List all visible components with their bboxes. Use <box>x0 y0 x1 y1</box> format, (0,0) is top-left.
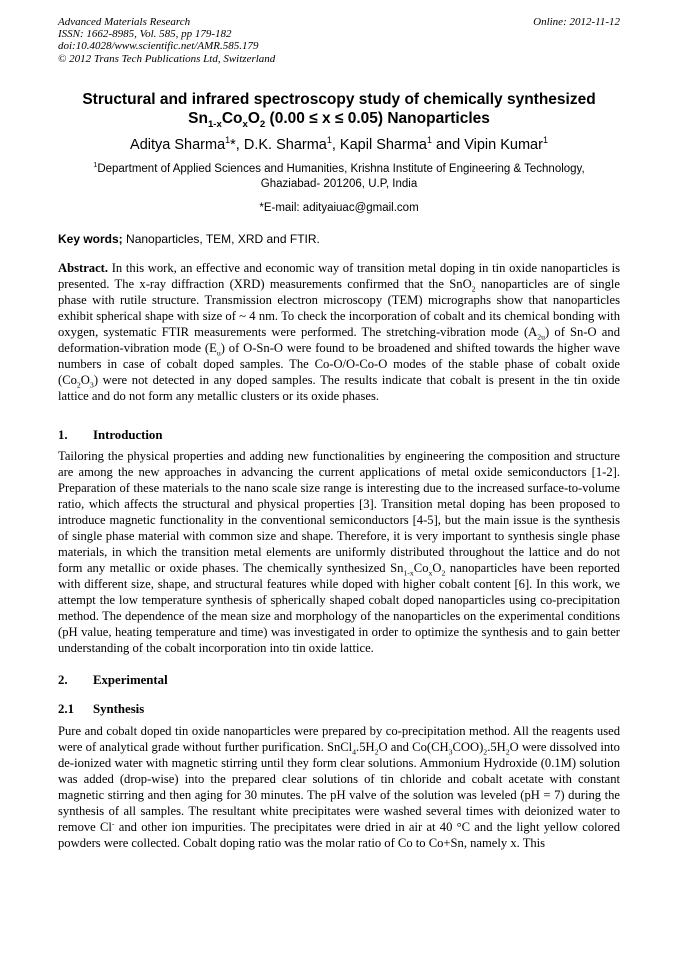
journal-copyright-line: © 2012 Trans Tech Publications Ltd, Switzerland <box>58 52 276 65</box>
abstract-text: In this work, an effective and economic way of transition metal doping in tin oxide nanoparticles is presented. The x-ray diffraction (XRD) measurements confirmed that the SnO$_2$ nanoparticles are of single phase with rutile structure. Transmission electron microscopy (TEM) micrographs show that nanoparticles exhibit spherical shape with size of ~ 4 nm. To check the incorporation of cobalt and its chemical bonding with oxygen, systematic FTIR measurements were performed. The stretching-vibration mode $(A_{2u})$ of Sn-O and deformation-vibration mode $(E_u)$ of O-Sn-O were found to be broadened and shifted towards the higher wave numbers in case of cobalt doped samples. The Co-O/O-Co-O modes of the stable phase of cobalt oxide $(Co_2O_3)$ were not detected in any doped samples. The results indicate that cobalt is present in the tin oxide lattice and do not form any metallic clusters or its oxide phases. <box>58 260 620 403</box>
section-title: Experimental <box>93 672 168 687</box>
section-title: Introduction <box>93 427 163 442</box>
section-heading-experimental <box>58 672 620 688</box>
journal-issn-line: ISSN: 1662-8985, Vol. 585, pp 179-182 <box>58 28 232 41</box>
section-heading-introduction <box>58 427 620 443</box>
authors-line: Aditya Sharma$^1$*, D.K. Sharma$^1$, Kapil Sharma$^1$ and Vipin Kumar$^1$ <box>130 134 548 153</box>
keywords-text: Nanoparticles, TEM, XRD and FTIR. <box>122 231 320 246</box>
section-heading-synthesis <box>58 701 620 717</box>
synthesis-paragraph: Pure and cobalt doped tin oxide nanoparticles were prepared by co-precipitation method. All the reagents used were of analytical grade without further purification. $SnCl_4.5H_2O$ and $Co(CH_3COO)_2.5H_2O$ were dissolved into de-ionized water with magnetic stirring until they form clear solutions. Ammonium Hydroxide (0.1M) solution was added (drop-wise) into the prepared clear solutions of tin chloride and cobalt acetate with constant magnetic stirring and then aging for 30 minutes. The pH valve of the solution was leveled (pH = 7) during the synthesis of all samples. The resultant white precipitates were washed several times with deionized water to remove Cl- and other ion impurities. The precipitates were dried in air at 40 °C and the light yellow colored powders were collected. Cobalt doping ratio was the molar ratio of Co to Co+Sn, namely x. This <box>58 723 620 850</box>
section-number: 2. <box>58 672 68 687</box>
keywords-label: Key words; <box>58 231 123 246</box>
journal-name: Advanced Materials Research <box>58 16 191 28</box>
introduction-paragraph: Tailoring the physical properties and adding new functionalities by engineering the composition and structure are among the new approaches in advancing the current applications of metal oxide semiconductors [1-2]. Preparation of these materials to the nano scale size range is interesting due to the increased surface-to-volume ratio, which affects the structural and physical properties [3]. Transition metal doping has been proposed to introduce magnetic functionality in the conventional semiconductors [4-5], but the main issue is the synthesis of single phase material with common size and shape. Therefore, it is very important to synthesis single phase materials, in which the transition metal elements are uniformly distributed throughout the lattice and do not form any metallic or oxide phases. The chemically synthesized $Sn_{1-x}Co_xO_2$ nanoparticles have been reported with different size, shape, and structural features while doped with higher cobalt content [6]. In this work, we attempt the low temperature synthesis of spherically shaped cobalt doped nanoparticles using co-precipitation method. The dependence of the mean size and morphology of the nanoparticles on the experimental conditions (pH value, heating temperature and time) was investigated in order to optimize the synthesis and to gain better understanding of the cobalt incorporation into tin oxide lattice. <box>58 448 620 655</box>
email-line: *E-mail: adityaiuac@gmail.com <box>259 201 419 214</box>
online-date: Online: 2012-11-12 <box>533 16 620 28</box>
abstract-paragraph <box>58 260 620 404</box>
section-number: 2.1 <box>58 701 74 716</box>
journal-header <box>58 16 620 65</box>
keywords-line <box>58 232 620 247</box>
section-number: 1. <box>58 427 68 442</box>
section-title: Synthesis <box>93 701 145 716</box>
title-block <box>58 90 620 215</box>
journal-doi-line: doi:10.4028/www.scientific.net/AMR.585.179 <box>58 40 259 53</box>
affiliation-line: $^1$Department of Applied Sciences and Humanities, Krishna Institute of Engineering & Technology, Ghaziabad- 201206, U.P, India <box>93 160 585 190</box>
paper-title: Structural and infrared spectroscopy study of chemically synthesized $Sn_{1-x}Co_xO_2$ (0.00 ≤ x ≤ 0.05) Nanoparticles <box>82 90 596 130</box>
journal-info <box>58 16 275 65</box>
abstract-label: Abstract. <box>58 260 109 275</box>
